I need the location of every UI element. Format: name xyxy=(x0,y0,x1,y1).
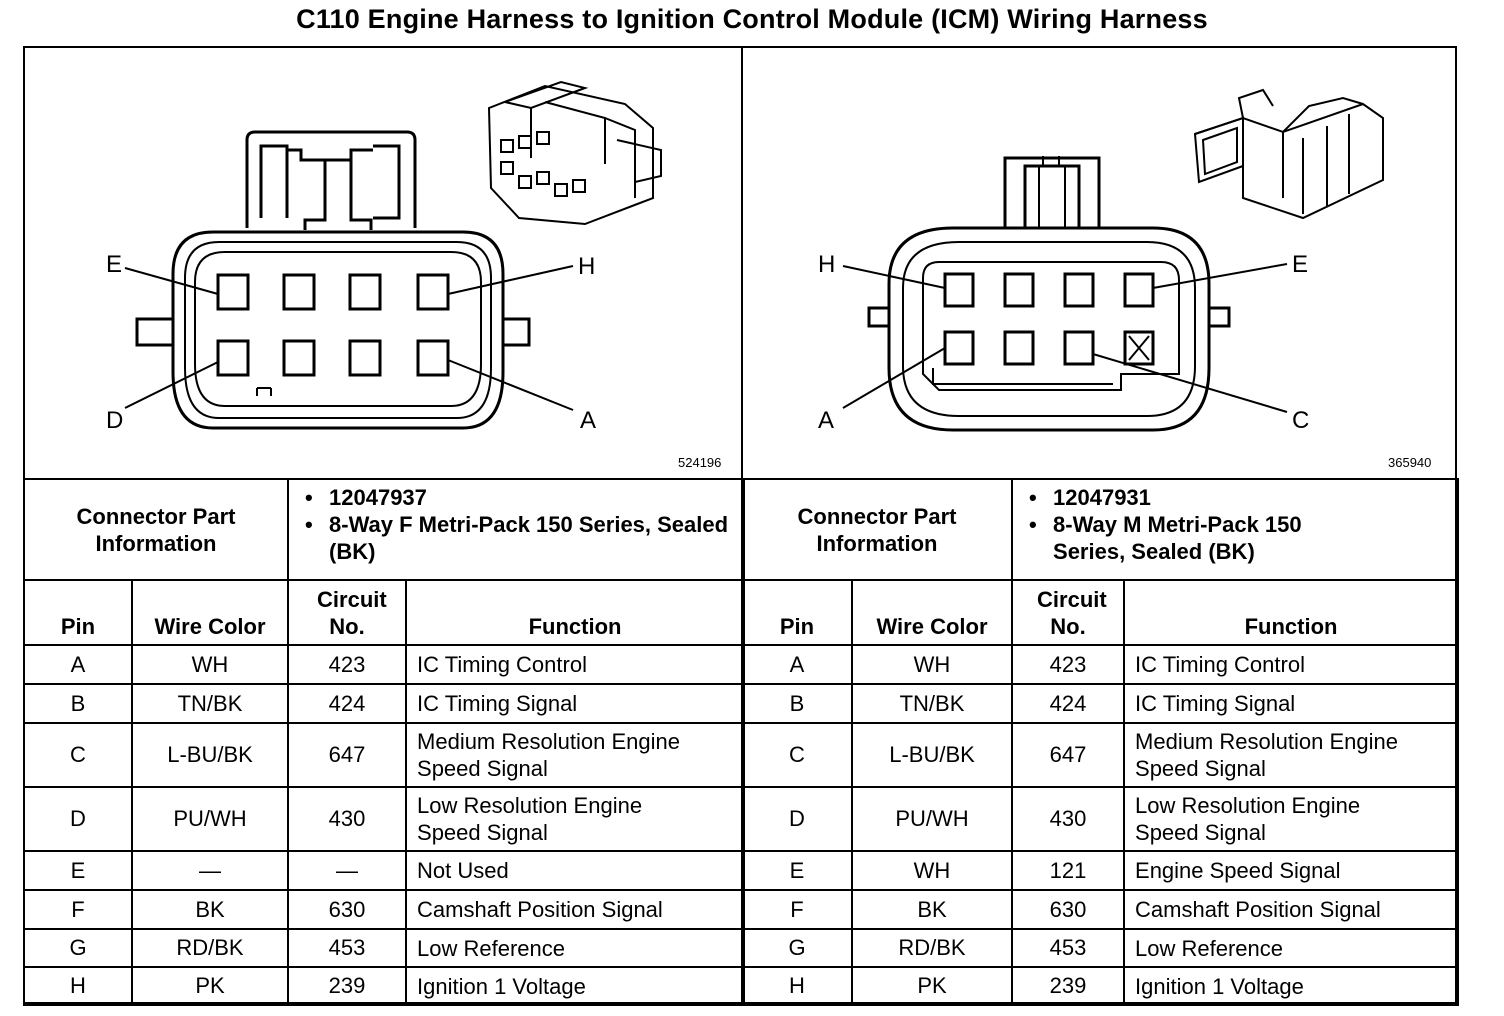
part-info-label: Connector Part Information xyxy=(742,479,1012,580)
circuit-cell: 453 xyxy=(1012,929,1124,967)
table-row xyxy=(742,929,1458,967)
function-cell: IC Timing Signal xyxy=(406,684,744,723)
function-cell: IC Timing Control xyxy=(406,645,744,684)
table-row xyxy=(742,645,1458,684)
wire-color-cell: WH xyxy=(132,645,288,684)
table-row xyxy=(742,787,1458,851)
pin-cell: C xyxy=(742,723,852,787)
wire-color-cell: TN/BK xyxy=(132,684,288,723)
part-description: • 8-Way F Metri-Pack 150 Series, Sealed (BK) xyxy=(329,511,743,565)
part-number: • 12047937 xyxy=(329,484,743,511)
part-info xyxy=(1012,479,1458,580)
left-pinout-table xyxy=(23,478,745,1006)
circuit-cell: 647 xyxy=(1012,723,1124,787)
wire-color-cell: PK xyxy=(852,967,1012,1005)
male-connector-diagram xyxy=(743,48,1455,478)
pin-label-h: H xyxy=(578,253,596,280)
pin-label-e: E xyxy=(106,251,123,278)
pin-cell: F xyxy=(24,890,132,929)
circuit-cell: 453 xyxy=(288,929,406,967)
table-row xyxy=(24,851,744,890)
header-wire-color: Wire Color xyxy=(132,580,288,645)
function-cell: IC Timing Signal xyxy=(1124,684,1458,723)
wire-color-cell: RD/BK xyxy=(132,929,288,967)
pin-cell: E xyxy=(742,851,852,890)
part-description: • 8-Way M Metri-Pack 150 Series, Sealed (BK) xyxy=(1053,511,1377,565)
circuit-cell: 239 xyxy=(288,967,406,1005)
circuit-cell: 430 xyxy=(1012,787,1124,851)
function-cell: Medium Resolution Engine Speed Signal xyxy=(406,723,744,787)
pin-cell: G xyxy=(24,929,132,967)
function-cell: Camshaft Position Signal xyxy=(406,890,744,929)
table-row xyxy=(24,929,744,967)
function-cell: Low Reference xyxy=(406,929,744,967)
pin-cell: C xyxy=(24,723,132,787)
header-wire-color: Wire Color xyxy=(852,580,1012,645)
wire-color-cell: — xyxy=(132,851,288,890)
header-function: Function xyxy=(1124,580,1458,645)
pin-label-c: C xyxy=(1292,407,1310,434)
table-row xyxy=(24,645,744,684)
circuit-cell: 423 xyxy=(1012,645,1124,684)
pin-label-a: A xyxy=(818,407,835,434)
wire-color-cell: L-BU/BK xyxy=(132,723,288,787)
pin-cell: G xyxy=(742,929,852,967)
circuit-cell: 424 xyxy=(288,684,406,723)
circuit-cell: 630 xyxy=(1012,890,1124,929)
function-cell: Ignition 1 Voltage xyxy=(1124,967,1458,1005)
table-row xyxy=(24,787,744,851)
circuit-cell: — xyxy=(288,851,406,890)
function-cell: IC Timing Control xyxy=(1124,645,1458,684)
table-row xyxy=(742,684,1458,723)
circuit-cell: 647 xyxy=(288,723,406,787)
table-row xyxy=(742,967,1458,1005)
function-cell: Medium Resolution Engine Speed Signal xyxy=(1124,723,1458,787)
circuit-cell: 630 xyxy=(288,890,406,929)
pin-cell: B xyxy=(24,684,132,723)
table-row xyxy=(24,723,744,787)
wire-color-cell: WH xyxy=(852,645,1012,684)
circuit-cell: 121 xyxy=(1012,851,1124,890)
pin-cell: B xyxy=(742,684,852,723)
wire-color-cell: PU/WH xyxy=(132,787,288,851)
header-function: Function xyxy=(406,580,744,645)
pin-cell: H xyxy=(24,967,132,1005)
part-number: • 12047931 xyxy=(1053,484,1377,511)
table-row xyxy=(24,967,744,1005)
function-cell: Low Resolution Engine Speed Signal xyxy=(1124,787,1458,851)
pin-cell: D xyxy=(24,787,132,851)
function-cell: Low Resolution Engine Speed Signal xyxy=(406,787,744,851)
table-row xyxy=(24,890,744,929)
pin-cell: A xyxy=(742,645,852,684)
function-cell: Engine Speed Signal xyxy=(1124,851,1458,890)
figure-number: 524196 xyxy=(678,455,722,470)
wire-color-cell: RD/BK xyxy=(852,929,1012,967)
wire-color-cell: BK xyxy=(132,890,288,929)
header-circuit: Circuit No. xyxy=(288,580,406,645)
pin-cell: A xyxy=(24,645,132,684)
circuit-cell: 424 xyxy=(1012,684,1124,723)
wire-color-cell: TN/BK xyxy=(852,684,1012,723)
circuit-cell: 239 xyxy=(1012,967,1124,1005)
pin-label-e: E xyxy=(1292,251,1309,278)
pin-cell: H xyxy=(742,967,852,1005)
table-row xyxy=(24,684,744,723)
function-cell: Camshaft Position Signal xyxy=(1124,890,1458,929)
header-pin: Pin xyxy=(742,580,852,645)
header-pin: Pin xyxy=(24,580,132,645)
circuit-cell: 430 xyxy=(288,787,406,851)
header-circuit: Circuit No. xyxy=(1012,580,1124,645)
pin-cell: D xyxy=(742,787,852,851)
wire-color-cell: PU/WH xyxy=(852,787,1012,851)
table-row xyxy=(742,851,1458,890)
function-cell: Low Reference xyxy=(1124,929,1458,967)
pin-label-d: D xyxy=(106,407,124,434)
wire-color-cell: PK xyxy=(132,967,288,1005)
wire-color-cell: BK xyxy=(852,890,1012,929)
table-row xyxy=(742,723,1458,787)
part-info-label: Connector Part Information xyxy=(24,479,288,580)
part-info xyxy=(288,479,744,580)
pin-cell: F xyxy=(742,890,852,929)
function-cell: Not Used xyxy=(406,851,744,890)
right-pinout-table xyxy=(741,478,1459,1006)
wire-color-cell: L-BU/BK xyxy=(852,723,1012,787)
circuit-cell: 423 xyxy=(288,645,406,684)
female-connector-diagram xyxy=(25,48,741,478)
pin-label-a: A xyxy=(580,407,597,434)
function-cell: Ignition 1 Voltage xyxy=(406,967,744,1005)
table-row xyxy=(742,890,1458,929)
pin-cell: E xyxy=(24,851,132,890)
pin-label-h: H xyxy=(818,251,836,278)
figure-number: 365940 xyxy=(1388,455,1432,470)
wire-color-cell: WH xyxy=(852,851,1012,890)
page-title: C110 Engine Harness to Ignition Control Module (ICM) Wiring Harness xyxy=(296,4,1208,34)
